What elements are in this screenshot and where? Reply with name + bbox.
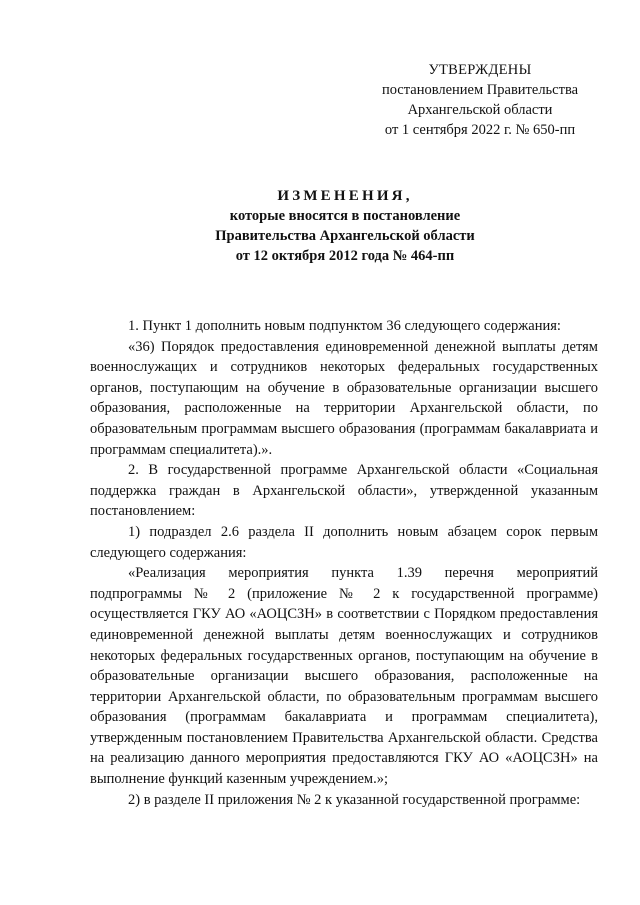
heading-line-2: Правительства Архангельской области — [215, 228, 475, 244]
paragraph-item-2: 2. В государственной программе Архангельской области «Социальная поддержка граждан в Архангельской области», утвержденной указанным постановлением: — [90, 462, 598, 520]
paragraph-subitem-36: «36) Порядок предоставления единовременной денежной выплаты детям военнослужащих и сотрудников некоторых федеральных государственных органов, поступающим на обучение в образовательные организации высшего образования, расположенные на территории Архангельской области, по образовательным программам высшего образования (программам бакалавриата и программам специалитета).». — [90, 338, 598, 458]
paragraph-item-1: 1. Пункт 1 дополнить новым подпунктом 36 следующего содержания: — [128, 318, 561, 334]
heading-line-3: от 12 октября 2012 года № 464-пп — [235, 248, 455, 264]
document-body — [90, 316, 598, 810]
heading-line-1: которые вносятся в постановление — [229, 208, 461, 224]
approval-line-1: постановлением Правительства — [381, 82, 579, 98]
approval-line-3: от 1 сентября 2022 г. № 650-пп — [384, 122, 576, 138]
approval-block — [375, 60, 585, 140]
heading-title: ИЗМЕНЕНИЯ, — [277, 188, 413, 204]
document-heading — [90, 186, 600, 266]
paragraph-quote: «Реализация мероприятия пункта 1.39 перечня мероприятий подпрограммы № 2 (приложение № 2 к государственной программе) осуществляется ГКУ АО «АОЦСЗН» в соответствии с Порядком предоставления единовременной денежной выплаты детям военнослужащих и сотрудников некоторых федеральных государственных органов, поступающим на обучение в образовательные организации высшего образования, расположенные на территории Архангельской области, по образовательным программам высшего образования (программам бакалавриата и программам специалитета), утвержденным постановлением Правительства Архангельской области. Средства на реализацию данного мероприятия предоставляются ГКУ АО «АОЦСЗН» на выполнение функций казенным учреждением.»; — [90, 565, 598, 788]
approval-line-2: Архангельской области — [407, 102, 553, 118]
paragraph-subitem-1: 1) подраздел 2.6 раздела II дополнить новым абзацем сорок первым следующего содержания: — [90, 523, 598, 561]
paragraph-subitem-2: 2) в разделе II приложения № 2 к указанной государственной программе: — [128, 791, 581, 808]
approval-title: УТВЕРЖДЕНЫ — [428, 62, 532, 78]
